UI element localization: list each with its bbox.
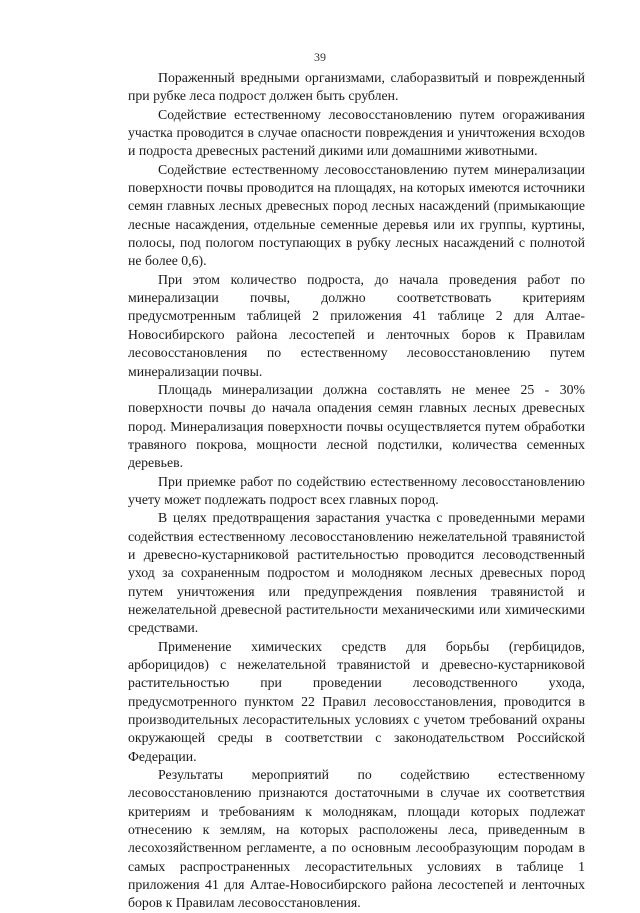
paragraph-silvicultural-care: В целях предотвращения зарастания участка с проведенными мерами содействия естественному лесовосстановлению нежелательной травянистой и древесно-кустарниковой растительностью проводится лесоводственный уход за сохраненным подростом и молодняком лесных древесных пород путем уничтожения или предупреждения появления травянистой и нежелательной древесной растительности механическими или химическими средствами. [128, 510, 585, 636]
paragraph-acceptance: При приемке работ по содействию естественному лесовосстановлению учету может подлежать подрост всех главных пород. [128, 473, 585, 507]
paragraph-soil-mineralization: Содействие естественному лесовосстановлению путем минерализации поверхности почвы проводится на площадях, на которых имеются источники семян главных лесных древесных пород лесных насаждений (примыкающие лесные насаждения, отдельные семенные деревья или их группы, куртины, полосы, под пологом поступающих в рубку лесных насаждений с полнотой не более 0,6). [128, 161, 585, 269]
document-body [128, 69, 585, 913]
paragraph-fencing: Содействие естественному лесовосстановлению путем огораживания участка проводится в случае опасности повреждения и уничтожения всходов и подроста древесных растений дикими или домашними животными. [128, 106, 585, 159]
paragraph-undergrowth-removal: Пораженный вредными организмами, слаборазвитый и поврежденный при рубке леса подрост должен быть срублен. [128, 70, 585, 104]
paragraph-chemical-means: Применение химических средств для борьбы (гербицидов, арборицидов) с нежелательной травянистой и древесно-кустарниковой растительностью при проведении лесоводственного ухода, предусмотренного пунктом 22 Правил лесовосстановления, проводится в производительных лесорастительных условиях с учетом требований охраны окружающей среды в соответствии с законодательством Российской Федерации. [128, 638, 585, 764]
paragraph-mineralization-area: Площадь минерализации должна составлять не менее 25 - 30% поверхности почвы до начала опадения семян главных лесных древесных пород. Минерализация поверхности почвы осуществляется путем обработки травяного покрова, мощности лесной подстилки, количества семенных деревьев. [128, 381, 585, 471]
page-number: 39 [314, 50, 326, 64]
paragraph-undergrowth-quantity: При этом количество подроста, до начала проведения работ по минерализации почвы, должно соответствовать критериям предусмотренным таблицей 2 приложения 41 таблице 2 для Алтае-Новосибирского района лесостепей и ленточных боров к Правилам лесовосстановления по естественному лесовосстановлению путем минерализации почвы. [128, 271, 585, 379]
paragraph-results: Результаты мероприятий по содействию естественному лесовосстановлению признаются достаточными в случае их соответствия критериям и требованиям к молоднякам, площади которых подлежат отнесению к землям, на которых расположены леса, приведенным в лесохозяйственном регламенте, а по основным лесообразующим породам в самых распространенных лесорастительных условиях в таблице 1 приложения 41 для Алтае-Новосибирского района лесостепей и ленточных боров к Правилам лесовосстановления. [128, 767, 585, 911]
